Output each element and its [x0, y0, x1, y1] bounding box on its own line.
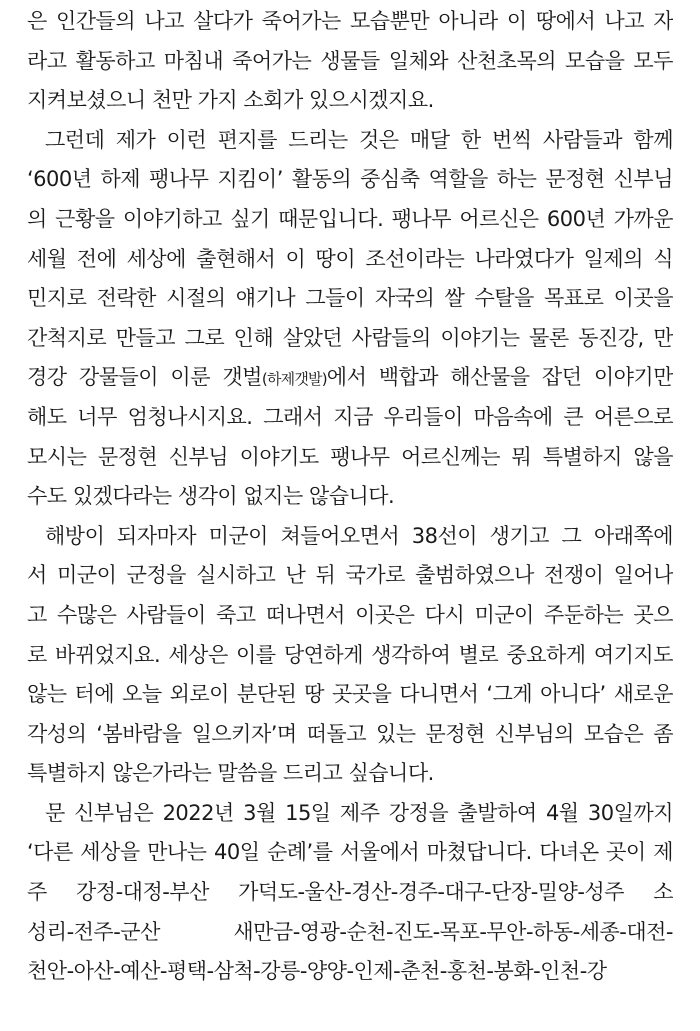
text-line: 고 수많은 사람들이 죽고 떠나면서 이곳은 다시 미군이 주둔하는 곳으	[27, 602, 673, 627]
text-line: 로 바뀌었지요. 세상은 이를 당연하게 생각하여 별로 중요하게 여기지도	[27, 642, 673, 667]
text-line: 의 근황을 이야기하고 싶기 때문입니다. 팽나무 어르신은 600년 가까운	[27, 206, 673, 231]
text-line	[27, 358, 673, 398]
text-line: 그런데 제가 이런 편지를 드리는 것은 매달 한 번씩 사람들과 함께	[45, 127, 673, 152]
text-line: 간척지로 만들고 그로 인해 살았던 사람들의 이야기는 물론 동진강, 만	[27, 325, 673, 350]
text-line: 수도 있겠다라는 생각이 없지는 않습니다.	[27, 484, 395, 509]
text-line: 해방이 되자마자 미군이 쳐들어오면서 38선이 생기고 그 아래쪽에	[45, 523, 673, 548]
text-line: 서 미군이 군정을 실시하고 난 뒤 국가로 출범하였으나 전쟁이 일어나	[27, 563, 673, 588]
text-line: 은 인간들의 나고 살다가 죽어가는 모습뿐만 아니라 이 땅에서 나고 자	[27, 9, 673, 33]
text-line: 해도 너무 엄청나시지요. 그래서 지금 우리들이 마음속에 큰 어른으로	[27, 404, 673, 429]
annotation-note: (하제갯발)	[261, 370, 327, 389]
text-line: ‘다른 세상을 만나는 40일 순례’를 서울에서 마쳤답니다. 다녀온 곳이 제	[27, 840, 673, 865]
text-line: 세월 전에 세상에 출현해서 이 땅이 조선이라는 나라였다가 일제의 식	[27, 246, 673, 271]
text-line: 천안-아산-예산-평택-삼척-강릉-양양-인제-춘천-홍천-봉화-인천-강	[27, 959, 607, 984]
text-line: 민지로 전락한 시절의 얘기나 그들이 자국의 쌀 수탈을 목표로 이곳을	[27, 286, 673, 311]
text-line: ‘600년 하제 팽나무 지킴이’ 활동의 중심축 역할을 하는 문정현 신부님	[27, 167, 673, 192]
text-segment: 경강 강물들이 이룬 갯벌	[27, 365, 262, 390]
text-line: 라고 활동하고 마침내 죽어가는 생물들 일체와 산천초목의 모습을 모두	[27, 48, 673, 73]
text-line: 각성의 ‘봄바람을 일으키자’며 떠돌고 있는 문정현 신부님의 모습은 좀	[27, 721, 673, 746]
text-line: 주 강정-대정-부산 가덕도-울산-경산-경주-대구-단장-밀양-성주 소	[27, 880, 673, 905]
text-line: 않는 터에 오늘 외로이 분단된 땅 곳곳을 다니면서 ‘그게 아니다’ 새로운	[27, 682, 673, 707]
text-segment: 에서 백합과 해산물을 잡던 이야기만	[326, 365, 673, 390]
text-line: 성리-전주-군산 새만금-영광-순천-진도-목포-무안-하동-세종-대전-	[27, 919, 673, 944]
text-line: 문 신부님은 2022년 3월 15일 제주 강정을 출발하여 4월 30일까지	[45, 800, 673, 825]
document-page	[27, 2, 673, 992]
text-line: 지켜보셨으니 천만 가지 소회가 있으시겠지요.	[27, 88, 434, 113]
text-line: 모시는 문정현 신부님 이야기도 팽나무 어르신께는 뭐 특별하지 않을	[27, 444, 673, 469]
text-line: 특별하지 않은가라는 말씀을 드리고 싶습니다.	[27, 761, 434, 786]
